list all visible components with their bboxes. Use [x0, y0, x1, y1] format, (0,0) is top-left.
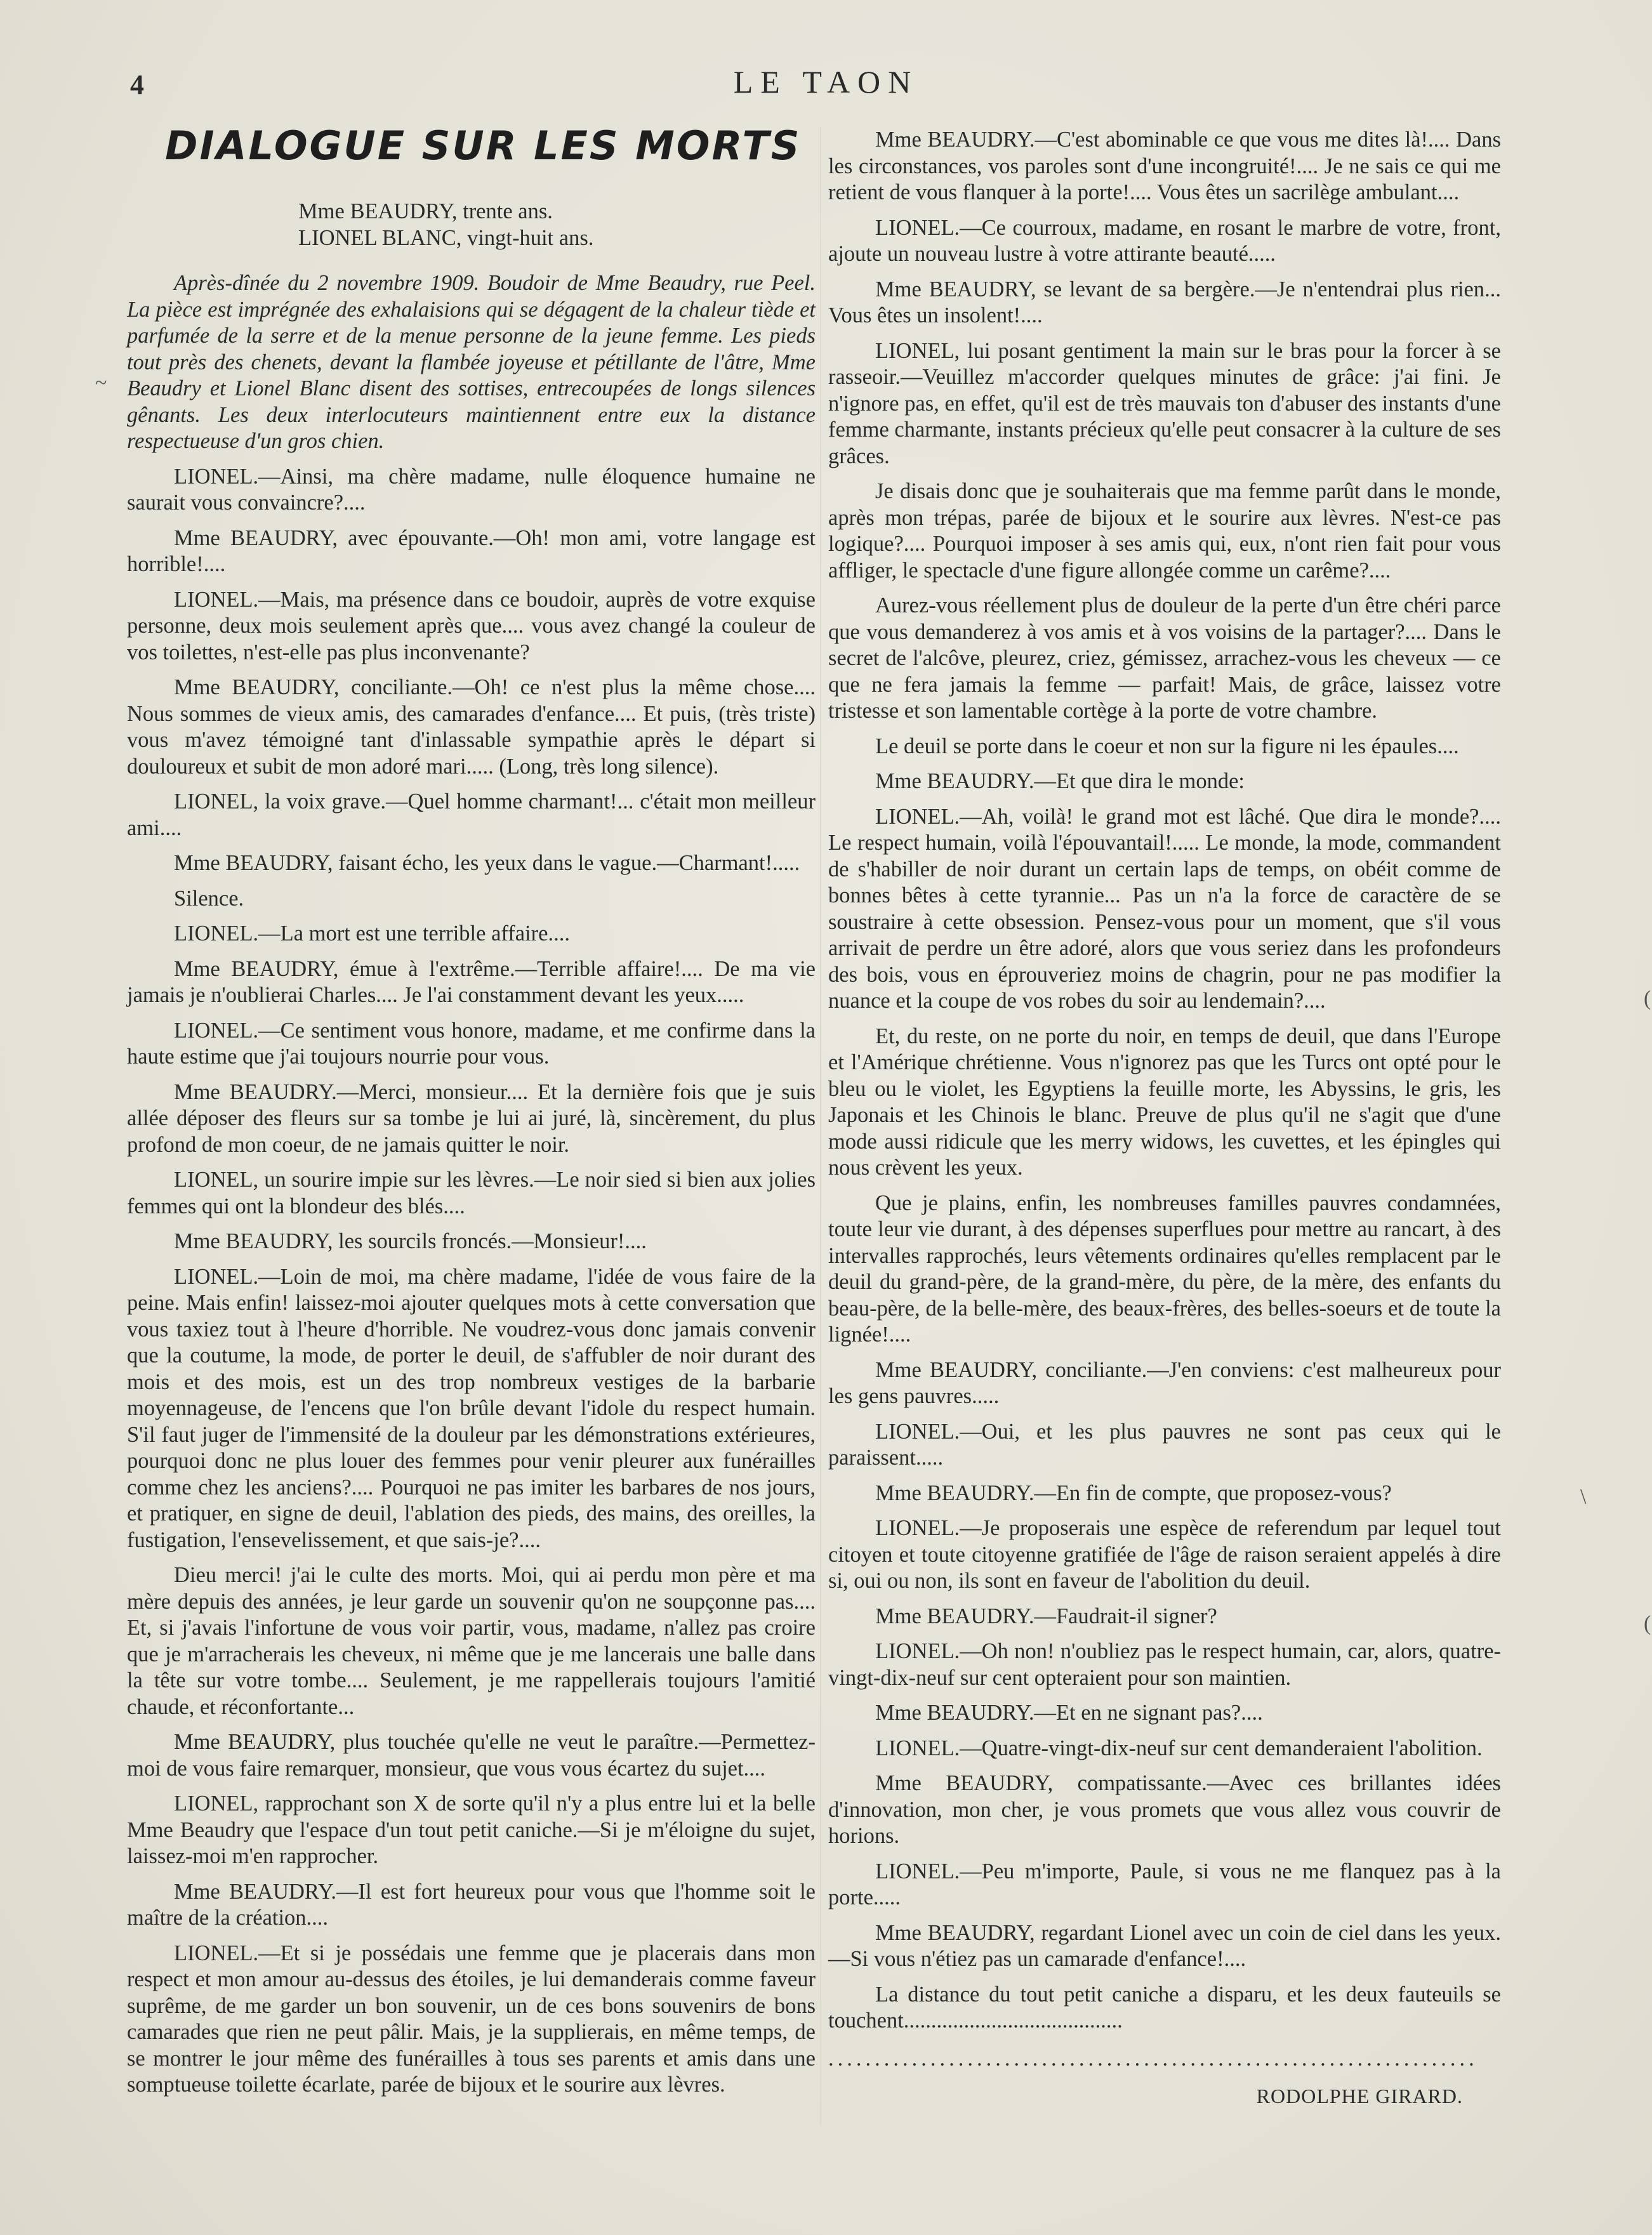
left-column	[127, 124, 816, 2107]
dialogue-paragraph: Mme BEAUDRY, compatissante.—Avec ces brillantes idées d'innovation, mon cher, je vous promets que vous allez vous couvrir de horions.	[828, 1771, 1501, 1848]
dialogue-paragraph: La distance du tout petit caniche a disparu, et les deux fauteuils se touchent........................................	[828, 1982, 1501, 2033]
stage-direction: Après-dînée du 2 novembre 1909. Boudoir de Mme Beaudry, rue Peel. La pièce est imprégnée des exhalaisions qui se dégagent de la chaleur tiède et parfumée de la serre et de la menue personne de la jeune femme. Les pieds tout près des chenets, devant la flambée joyeuse et pétillante de l'âtre, Mme Beaudry et Lionel Blanc disent des sottises, entrecoupées de longs silences gênants. Les deux interlocuteurs maintiennent entre eux la distance respectueuse d'un gros chien.	[127, 271, 816, 453]
article-title: DIALOGUE SUR LES MORTS	[165, 122, 802, 169]
dialogue-paragraph: Mme BEAUDRY.—C'est abominable ce que vous me dites là!.... Dans les circonstances, vos paroles sont d'une incongruité!.... Je ne sais ce qui me retient de vous flanquer à la porte!.... Vous êtes un sacrilège ambulant....	[828, 128, 1501, 204]
dialogue-paragraph: LIONEL.—Quatre-vingt-dix-neuf sur cent demanderaient l'abolition.	[875, 1736, 1483, 1760]
dialogue-paragraph: LIONEL.—Ainsi, ma chère madame, nulle éloquence humaine ne saurait vous convaincre?....	[127, 464, 816, 515]
dialogue-paragraph: LIONEL.—Peu m'importe, Paule, si vous ne me flanquez pas à la porte.....	[828, 1859, 1501, 1909]
left-dialogue	[127, 464, 816, 2099]
dialogue-paragraph: Mme BEAUDRY.—Et que dira le monde:	[875, 769, 1245, 793]
dialogue-paragraph: LIONEL.—Ah, voilà! le grand mot est lâché. Que dira le monde?.... Le respect humain, voilà l'épouvantail!..... Le monde, la mode, commandent de s'habiller de noir durant un certain laps de temps, on obéit comme de bonnes bêtes à cette tyrannie... Pas un n'a la force de caractère de se soustraire à cette obsession. Pensez-vous pour un moment, que s'il vous arrivait de perdre un être adoré, alors que vous seriez dans les profondeurs des bois, vous en éprouveriez moins de chagrin, pour ne pas modifier la nuance et la coupe de vos robes du soir au lendemain?....	[828, 804, 1501, 1013]
dialogue-paragraph: Mme BEAUDRY, émue à l'extrême.—Terrible affaire!.... De ma vie jamais je n'oublierai Charles.... Je l'ai constamment devant les yeux.....	[127, 956, 816, 1007]
margin-mark: (	[1644, 987, 1651, 1010]
dialogue-paragraph: LIONEL.—Je proposerais une espèce de referendum par lequel tout citoyen et toute citoyenne gratifiée de l'âge de raison seraient appelés à dire si, oui ou non, ils sont en faveur de l'abolition du deuil.	[828, 1516, 1501, 1593]
dialogue-paragraph: Silence.	[174, 886, 244, 911]
dialogue-paragraph: Mme BEAUDRY.—Il est fort heureux pour vous que l'homme soit le maître de la création....	[127, 1879, 816, 1930]
cast-list	[298, 199, 816, 251]
dialogue-paragraph: Mme BEAUDRY.—Faudrait-il signer?	[875, 1604, 1217, 1628]
column-gutter	[820, 127, 821, 2126]
dialogue-paragraph: LIONEL.—Oui, et les plus pauvres ne sont pas ceux qui le paraissent.....	[828, 1419, 1501, 1470]
dialogue-paragraph: LIONEL.—Ce courroux, madame, en rosant le marbre de votre, front, ajoute un nouveau lustre à votre attirante beauté.....	[828, 215, 1501, 266]
dialogue-paragraph: Mme BEAUDRY.—Merci, monsieur.... Et la dernière fois que je suis allée déposer des fleurs sur sa tombe je lui ai juré, là, sincèrement, du plus profond de mon coeur, de ne jamais quitter le noir.	[127, 1079, 816, 1157]
dialogue-paragraph: Dieu merci! j'ai le culte des morts. Moi, qui ai perdu mon père et ma mère depuis des années, je leur garde un souvenir qu'on ne soupçonne pas.... Et, si j'avais l'infortune de vous voir partir, vous, madame, n'allez pas croire que je m'arracherais les cheveux, ni même que je me lancerais une balle dans la tête sur votre tombe.... Seulement, je me rappellerais toujours l'amitié chaude, et réconfortante...	[127, 1563, 816, 1719]
dialogue-paragraph: LIONEL, la voix grave.—Quel homme charmant!... c'était mon meilleur ami....	[127, 789, 816, 840]
dialogue-paragraph: Et, du reste, on ne porte du noir, en temps de deuil, que dans l'Europe et l'Amérique chrétienne. Vous n'ignorez pas que les Turcs ont opté pour le bleu ou le violet, les Egyptiens la feuille morte, les Abyssins, le gris, les Japonais et les Chinois le blanc. Preuve de plus qu'il ne s'agit que d'une mode aussi ridicule que les merry widows, les cuvettes, et les épingles qui nous crèvent les yeux.	[828, 1024, 1501, 1180]
author-signature: RODOLPHE GIRARD.	[1256, 2085, 1463, 2107]
dialogue-paragraph: Mme BEAUDRY, se levant de sa bergère.—Je n'entendrai plus rien... Vous êtes un insolent!....	[828, 277, 1501, 327]
dialogue-paragraph: Mme BEAUDRY, faisant écho, les yeux dans le vague.—Charmant!.....	[174, 851, 800, 875]
dialogue-paragraph: LIONEL.—Oh non! n'oubliez pas le respect humain, car, alors, quatre-vingt-dix-neuf sur cent opteraient pour son maintien.	[828, 1639, 1501, 1690]
dialogue-paragraph: Je disais donc que je souhaiterais que ma femme parût dans le monde, après mon trépas, parée de bijoux et le sourire aux lèvres. N'est-ce pas logique?.... Pourquoi imposer à ses amis qui, eux, n'ont rien fait pour vous affliger, le spectacle d'une figure allongée comme un carême?....	[828, 479, 1501, 583]
margin-mark: \	[1580, 1485, 1587, 1508]
dialogue-paragraph: Aurez-vous réellement plus de douleur de la perte d'un être chéri parce que vous demanderez à vos amis et à vos voisins de la partager?.... Dans le secret de l'alcôve, pleurez, criez, gémissez, arrachez-vous les cheveux — ce que ne fera jamais la femme — parfait! Mais, de grâce, laissez votre tristesse et son lamentable cortège à la porte de votre chambre.	[828, 593, 1501, 723]
right-column	[828, 127, 1501, 2110]
dialogue-paragraph: LIONEL.—Loin de moi, ma chère madame, l'idée de vous faire de la peine. Mais enfin! laissez-moi ajouter quelques mots à cette conversation que vous taxiez tout à l'heure d'horrible. Ne voudrez-vous donc jamais convenir que la coutume, la mode, de porter le deuil, de s'affubler de noir durant des mois et des mois, est un des trop nombreux vestiges de la barbarie moyennageuse, de l'encens que l'on brûle devant l'idole du respect humain. S'il faut juger de l'immensité de la douleur par les démonstrations extérieures, pourquoi donc ne plus louer des femmes pour venir pleurer aux funérailles comme chez les anciens?.... Pourquoi ne pas imiter les barbares de nos jours, et pratiquer, en signe de deuil, l'ablation des pieds, des mains, des oreilles, la fustigation, l'ensevelissement, et que sais-je?....	[127, 1264, 816, 1552]
dialogue-paragraph: LIONEL.—Et si je possédais une femme que je placerais dans mon respect et mon amour au-dessus des étoiles, je lui demanderais comme faveur suprême, de me garder un bon souvenir, un de ces bons souvenirs de bons camarades que rien ne peut pâlir. Mais, je la supplierais, en même temps, de se montrer le jour même des funérailles à tous ses parents et amis dans une somptueuse toilette écarlate, parée de bijoux et le sourire aux lèvres.	[127, 1941, 816, 2097]
margin-mark: (	[1644, 1612, 1651, 1635]
dialogue-paragraph: Mme BEAUDRY, regardant Lionel avec un coin de ciel dans les yeux.—Si vous n'étiez pas un camarade d'enfance!....	[828, 1920, 1501, 1971]
dialogue-paragraph: Mme BEAUDRY, conciliante.—J'en conviens: c'est malheureux pour les gens pauvres.....	[828, 1357, 1501, 1408]
dialogue-paragraph: LIONEL, un sourire impie sur les lèvres.—Le noir sied si bien aux jolies femmes qui ont la blondeur des blés....	[127, 1168, 816, 1218]
right-dialogue	[828, 127, 1501, 2034]
dialogue-paragraph: LIONEL.—Ce sentiment vous honore, madame, et me confirme dans la haute estime que j'ai toujours nourrie pour vous.	[127, 1018, 816, 1069]
cast-member: Mme BEAUDRY, trente ans.	[298, 199, 553, 223]
dialogue-paragraph: Mme BEAUDRY, plus touchée qu'elle ne veut le paraître.—Permettez-moi de vous faire remarquer, monsieur, que vous vous écartez du sujet....	[127, 1730, 816, 1781]
margin-mark: ~	[95, 371, 107, 395]
dialogue-paragraph: Mme BEAUDRY, les sourcils froncés.—Monsieur!....	[174, 1229, 647, 1253]
publication-title: LE TAON	[733, 64, 919, 100]
dialogue-paragraph: Que je plains, enfin, les nombreuses familles pauvres condamnées, toute leur vie durant, à des dépenses superflues pour mettre au rancart, à des intervalles rapprochés, leurs vêtements ordinaires qu'elles remplacent par le deuil du grand-père, de la grand-mère, du père, de la mère, des enfants du beau-père, de la belle-mère, des beaux-frères, des belles-soeurs et de toute la lignée!....	[828, 1190, 1501, 1347]
dialogue-paragraph: Mme BEAUDRY.—Et en ne signant pas?....	[875, 1701, 1263, 1725]
dialogue-paragraph: LIONEL, lui posant gentiment la main sur le bras pour la forcer à se rasseoir.—Veuillez m'accorder quelques minutes de grâce: j'ai fini. Je n'ignore pas, en effet, qu'il est de très mauvais ton d'abuser des instants d'une femme charmante, instants précieux qu'elle peut consacrer à la culture de ses grâces.	[828, 338, 1501, 468]
dialogue-paragraph: Mme BEAUDRY.—En fin de compte, que proposez-vous?	[875, 1480, 1392, 1505]
dialogue-paragraph: Mme BEAUDRY, conciliante.—Oh! ce n'est plus la même chose.... Nous sommes de vieux amis, des camarades d'enfance.... Et puis, (très triste) vous m'avez témoigné tant d'inlassable sympathie après le départ si douloureux et subit de mon adoré mari..... (Long, très long silence).	[127, 675, 816, 779]
dialogue-paragraph: LIONEL.—La mort est une terrible affaire....	[174, 921, 570, 946]
dialogue-paragraph: LIONEL.—Mais, ma présence dans ce boudoir, auprès de votre exquise personne, deux mois seulement après que.... vous avez changé la couleur de vos toilettes, n'est-elle pas plus inconvenante?	[127, 587, 816, 664]
dialogue-paragraph: LIONEL, rapprochant son X de sorte qu'il n'y a plus entre lui et la belle Mme Beaudry que l'espace d'un tout petit caniche.—Si je m'éloigne du sujet, laissez-moi m'en rapprocher.	[127, 1791, 816, 1868]
cast-member: LIONEL BLANC, vingt-huit ans.	[298, 225, 594, 250]
dotted-separator: ......................................................................	[828, 2046, 1478, 2071]
dialogue-paragraph: Le deuil se porte dans le coeur et non sur la figure ni les épaules....	[875, 734, 1459, 758]
dialogue-paragraph: Mme BEAUDRY, avec épouvante.—Oh! mon ami, votre langage est horrible!....	[127, 525, 816, 576]
page-number: 4	[130, 69, 144, 100]
